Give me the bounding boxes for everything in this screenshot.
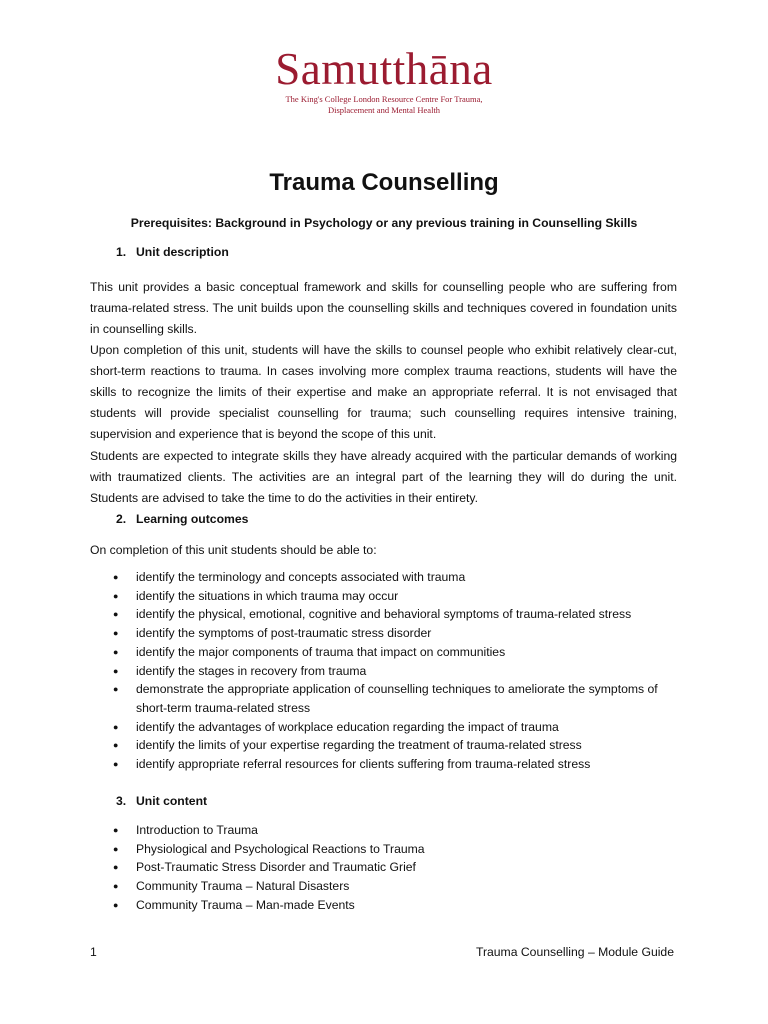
list-item bbox=[90, 568, 680, 587]
list-item bbox=[90, 840, 680, 859]
bullet-icon: ● bbox=[113, 684, 119, 695]
list-item bbox=[90, 680, 680, 717]
learning-outcomes-intro: On completion of this unit students should be able to: bbox=[90, 543, 377, 557]
paragraph: Upon completion of this unit, students will have the skills to counsel people who exhibit relatively clear-cut, short-term reactions to trauma. In cases involving more complex trauma reactions, students will have the skills to recognize the limits of their expertise and make an appropriate referral. It is not envisaged that students will provide specialist counselling for trauma; such counselling requires intensive training, supervision and experience that is beyond the scope of this unit. bbox=[90, 343, 677, 441]
bullet-icon: ● bbox=[113, 759, 119, 770]
bullet-icon: ● bbox=[113, 665, 119, 676]
logo-wordmark: Samutthāna bbox=[275, 44, 493, 94]
list-item-text: identify the terminology and concepts associated with trauma bbox=[136, 570, 466, 584]
list-item-text: identify the physical, emotional, cognitive and behavioral symptoms of trauma-related stress bbox=[136, 607, 632, 622]
list-item-text: demonstrate the appropriate application of counselling techniques to ameliorate the symptoms of short-term trauma-related stress bbox=[136, 682, 658, 715]
list-item bbox=[90, 736, 680, 755]
paragraph: This unit provides a basic conceptual framework and skills for counselling people who are suffering from trauma-related stress. The unit builds upon the counselling skills and techniques covered in foundation units in counselling skills. bbox=[90, 280, 677, 336]
bullet-icon: ● bbox=[113, 628, 119, 639]
list-item-text: identify the advantages of workplace education regarding the impact of trauma bbox=[136, 719, 559, 734]
section-heading-learning-outcomes bbox=[116, 510, 248, 528]
unit-content-list bbox=[90, 821, 680, 915]
section-heading-unit-content bbox=[116, 792, 207, 810]
section-title: Unit description bbox=[136, 245, 229, 259]
list-item bbox=[90, 755, 680, 774]
list-item-text: Post-Traumatic Stress Disorder and Traumatic Grief bbox=[136, 860, 416, 875]
list-item bbox=[90, 643, 680, 662]
bullet-icon: ● bbox=[113, 609, 119, 620]
list-item bbox=[90, 605, 680, 624]
list-item bbox=[90, 858, 680, 877]
bullet-icon: ● bbox=[113, 881, 119, 892]
bullet-icon: ● bbox=[113, 899, 119, 910]
paragraph: Students are expected to integrate skills they have already acquired with the particular demands of working with traumatized clients. The activities are an integral part of the learning they will do during the unit. Students are advised to take the time to do the activities in their entirety. bbox=[90, 449, 677, 505]
bullet-icon: ● bbox=[113, 843, 119, 854]
list-item bbox=[90, 587, 680, 606]
samutthana-logo bbox=[240, 44, 528, 116]
prerequisites: Prerequisites: Background in Psychology or any previous training in Counselling Skills bbox=[130, 216, 638, 230]
list-item-text: identify appropriate referral resources for clients suffering from trauma-related stress bbox=[136, 757, 591, 772]
list-item-text: identify the symptoms of post-traumatic stress disorder bbox=[136, 626, 432, 641]
list-item-text: Physiological and Psychological Reactions to Trauma bbox=[136, 841, 425, 856]
list-item-text: identify the situations in which trauma may occur bbox=[136, 588, 399, 603]
list-item-text: Introduction to Trauma bbox=[136, 823, 258, 837]
bullet-icon: ● bbox=[113, 721, 119, 732]
section-number: 1. bbox=[116, 245, 127, 259]
list-item-text: identify the major components of trauma that impact on communities bbox=[136, 644, 506, 659]
list-item bbox=[90, 877, 680, 896]
bullet-icon: ● bbox=[113, 646, 119, 657]
list-item bbox=[90, 896, 680, 915]
section-number: 3. bbox=[116, 794, 127, 808]
bullet-icon: ● bbox=[113, 572, 119, 582]
list-item bbox=[90, 624, 680, 643]
list-item-text: identify the stages in recovery from trauma bbox=[136, 663, 367, 678]
section-heading-unit-description bbox=[116, 243, 229, 261]
logo-subtitle-line2: Displacement and Mental Health bbox=[327, 105, 441, 115]
list-item bbox=[90, 821, 680, 840]
section-title: Unit content bbox=[136, 794, 208, 808]
list-item-text: Community Trauma – Natural Disasters bbox=[136, 879, 350, 894]
page-number: 1 bbox=[90, 945, 97, 959]
section-title: Learning outcomes bbox=[136, 512, 249, 526]
footer-title: Trauma Counselling – Module Guide bbox=[475, 945, 674, 959]
list-item bbox=[90, 718, 680, 737]
list-item-text: Community Trauma – Man-made Events bbox=[136, 897, 355, 912]
learning-outcomes-list bbox=[90, 568, 680, 774]
bullet-icon: ● bbox=[113, 740, 119, 751]
list-item-text: identify the limits of your expertise regarding the treatment of trauma-related stress bbox=[136, 738, 582, 753]
document-title: Trauma Counselling bbox=[269, 169, 499, 196]
bullet-icon: ● bbox=[113, 862, 119, 873]
logo-subtitle-line1: The King's College London Resource Centre For Trauma, bbox=[285, 94, 483, 104]
bullet-icon: ● bbox=[113, 825, 119, 835]
section-number: 2. bbox=[116, 512, 127, 526]
list-item bbox=[90, 662, 680, 681]
bullet-icon: ● bbox=[113, 590, 119, 601]
